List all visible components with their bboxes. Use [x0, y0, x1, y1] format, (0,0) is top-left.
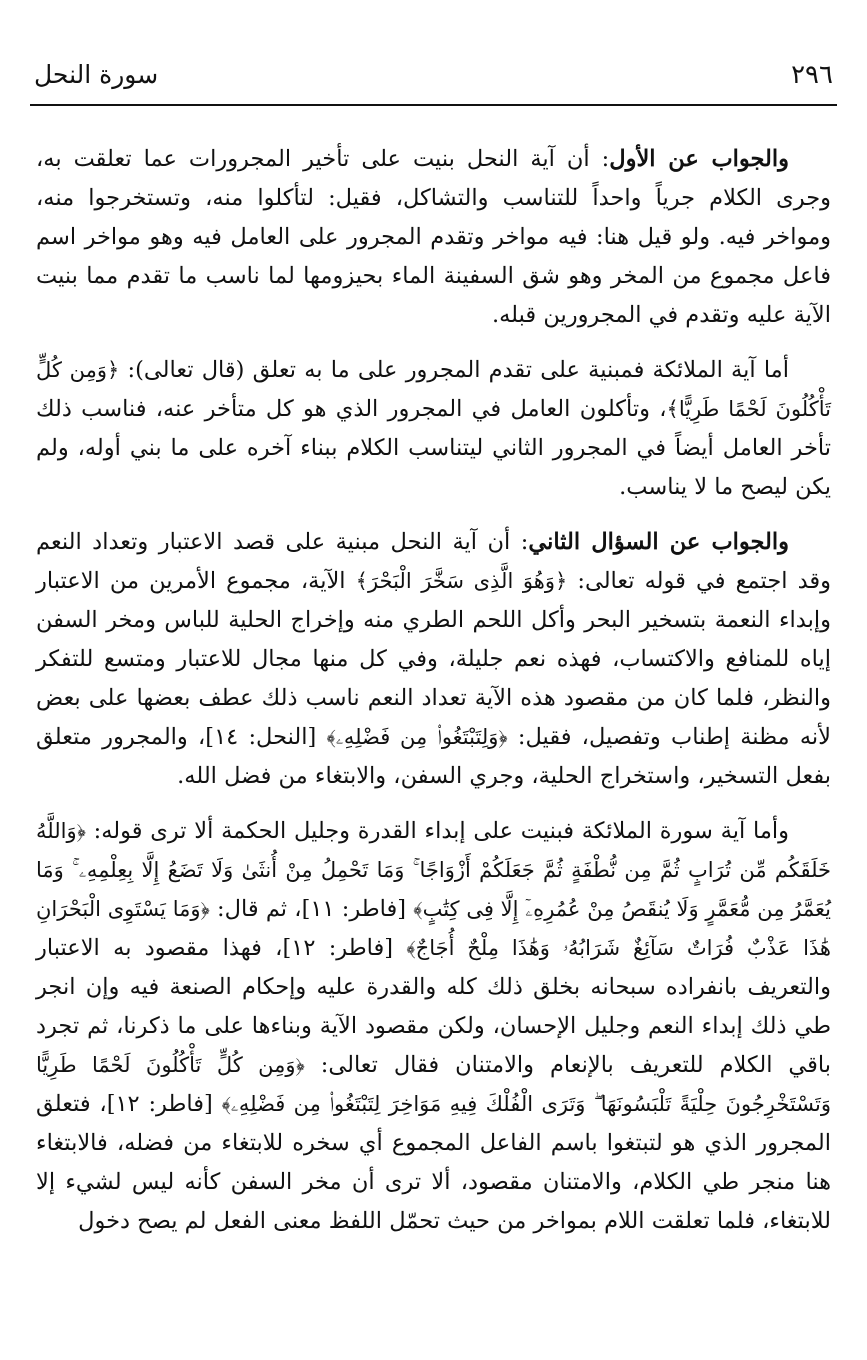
paragraph-text: : أن آية النحل بنيت على تأخير المجرورات عما تعلقت به، وجرى الكلام جرياً واحداً للتناسب والتشاكل، فقيل: لتأكلوا منه، وتستخرجوا منه، ومواخر فيه. ولو قيل هنا: فيه مواخر وتقدم المجرور على العامل فيه وهو مواخر اسم فاعل مجموع من المخر وهو شق السفينة الماء بحيزومها لما ناسب ما تقدم مما بنيت الآية عليه وتقدم في المجرورين قبله. [36, 146, 831, 328]
quran-quote: ﴿وَمَا يَسْتَوِى الْبَحْرَانِ هَٰذَا عَذْبٌ فُرَاتٌ سَآئِغٌ شَرَابُهُۥ وَهَٰذَا مِلْحٌ أُجَاجٌ﴾ [36, 897, 832, 960]
paragraph-text: أما آية الملائكة فمبنية على تقدم المجرور على ما به تعلق (قال تعالى): [119, 357, 789, 383]
paragraph-answer-second [36, 523, 831, 796]
paragraph-lead: والجواب عن الأول [609, 146, 789, 172]
page-body [36, 140, 831, 1257]
paragraph-text: ، وتأكلون العامل في المجرور الذي هو كل متأخر عنه، فناسب ذلك تأخر العامل أيضاً في المجرور الثاني ليتناسب الكلام ببناء آخره على ما بني أوله، ولم يكن ليصح ما لا يناسب. [36, 396, 831, 500]
paragraph-text: [فاطر: ١٢]، فتعلق المجرور الذي هو لتبتغوا باسم الفاعل المجموع أي سخره للابتغاء من فضله، فالابتغاء هنا منجر طي الكلام، والامتنان مقصود، ألا ترى أن مخر السفن كأنه ليس لشيء إلا للابتغاء، فلما تعلقت اللام بمواخر من حيث تحمّل اللفظ معنى الفعل لم يصح دخول [36, 1091, 831, 1234]
quran-quote: ﴿وَاللَّهُ خَلَقَكُم مِّن تُرَابٍ ثُمَّ مِن نُّطْفَةٍ ثُمَّ جَعَلَكُمْ أَزْوَاجًا ۚ وَمَا تَحْمِلُ مِنْ أُنثَىٰ وَلَا تَضَعُ إِلَّا بِعِلْمِهِۦ ۚ وَمَا يُعَمَّرُ مِن مُّعَمَّرٍ وَلَا يُنقَصُ مِنْ عُمُرِهِۦٓ إِلَّا فِى كِتَٰبٍ﴾ [36, 819, 831, 921]
quran-quote: ﴿وَمِن كُلٍّ تَأْكُلُونَ لَحْمًا طَرِيًّا﴾ [36, 358, 831, 421]
running-title: سورة النحل [34, 60, 159, 89]
page-header [34, 58, 833, 98]
paragraph-text: الآية، مجموع الأمرين من الاعتبار وإبداء النعمة بتسخير البحر وأكل اللحم الطري منه وإخراج الحلية للباس ومخر السفن إياه للمنافع والاكتساب، فهذه نعم جليلة، وفي كل منها مجال للاعتبار ومتسع للتفكر والنظر، فلما كان من مقصود هذه الآية تعداد النعم ناسب ذلك عطف بعضها على بعض لأنه مظنة إطناب وتفصيل، فقيل: [36, 568, 831, 750]
header-rule [30, 104, 837, 106]
paragraph-fatir [36, 812, 831, 1241]
paragraph-text: [فاطر: ١٢]، فهذا مقصود به الاعتبار والتعريف بانفراده سبحانه بخلق ذلك كله والقدرة عليه وإحكام الصنعة فيه وإن انجر طي ذلك إبداء النعم وجليل الإحسان، ولكن مقصود الآية وبناءها على ما ذكرنا، ثم تجرد باقي الكلام للتعريف بالإنعام والامتنان فقال تعالى: [36, 935, 831, 1078]
paragraph-text: وأما آية سورة الملائكة فبنيت على إبداء القدرة وجليل الحكمة ألا ترى قوله: [85, 818, 789, 844]
paragraph-answer-first [36, 140, 831, 335]
paragraph-text: [النحل: ١٤]، والمجرور متعلق بفعل التسخير، واستخراج الحلية، وجري السفن، والابتغاء من فضل الله. [36, 724, 831, 789]
quran-quote: ﴿وَمِن كُلٍّ تَأْكُلُونَ لَحْمًا طَرِيًّا وَتَسْتَخْرِجُونَ حِلْيَةً تَلْبَسُونَهَا ۖ وَتَرَى الْفُلْكَ فِيهِ مَوَاخِرَ لِتَبْتَغُوا۟ مِن فَضْلِهِۦ﴾ [36, 1053, 831, 1116]
quran-quote: ﴿وَلِتَبْتَغُوا۟ مِن فَضْلِهِۦ﴾ [326, 725, 508, 749]
quran-quote: ﴿وَهُوَ الَّذِى سَخَّرَ الْبَحْرَ﴾ [355, 569, 568, 593]
paragraph-text: : أن آية النحل مبنية على قصد الاعتبار وتعداد النعم وقد اجتمع في قوله تعالى: [36, 529, 832, 594]
paragraph-lead: والجواب عن السؤال الثاني [528, 529, 790, 555]
paragraph-text: [فاطر: ١١]، ثم قال: [209, 896, 414, 922]
page-number: ٢٩٦ [791, 60, 833, 90]
paragraph-angels-verse [36, 351, 831, 507]
